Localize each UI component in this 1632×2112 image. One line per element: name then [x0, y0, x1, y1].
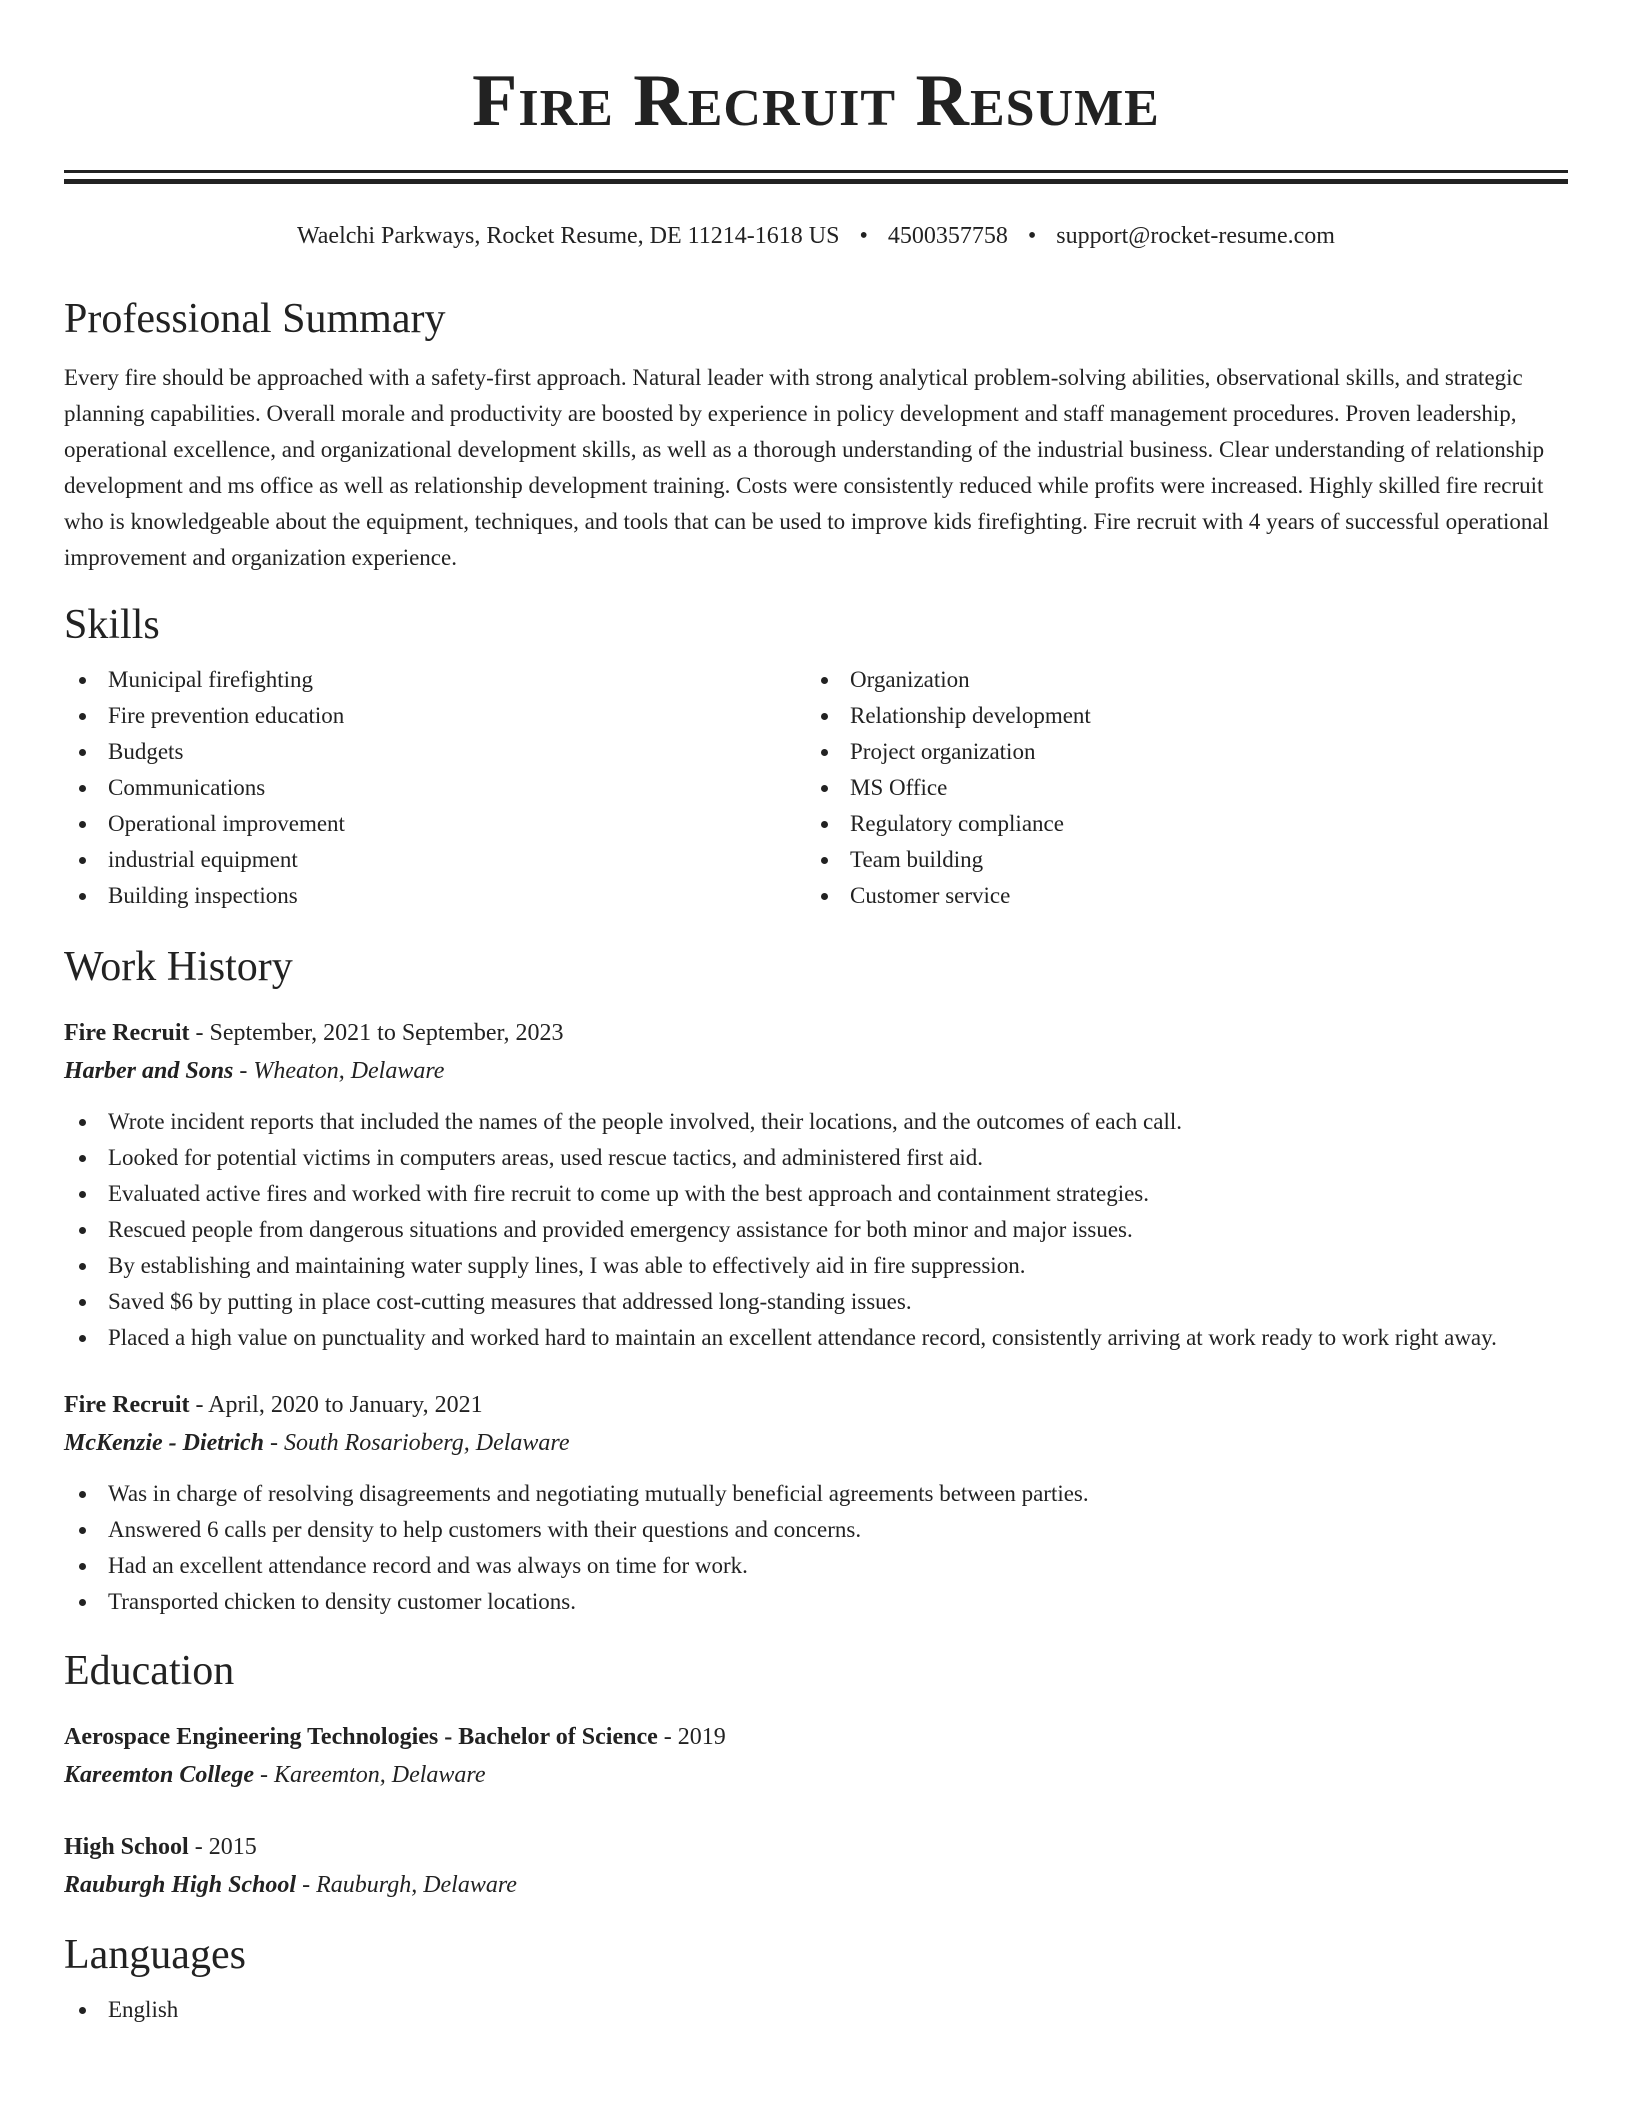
job-company-line — [64, 1424, 1568, 1462]
skill-item: Municipal firefighting — [64, 662, 806, 698]
job-entry — [64, 1386, 1568, 1620]
skill-item: Building inspections — [64, 878, 806, 914]
job-bullet: Was in charge of resolving disagreements and negotiating mutually beneficial agreements between parties. — [64, 1476, 1568, 1512]
job-title: Fire Recruit — [64, 1020, 190, 1046]
skill-item: Project organization — [806, 734, 1548, 770]
job-title-line — [64, 1014, 1568, 1052]
skill-item: Budgets — [64, 734, 806, 770]
languages-list — [64, 1992, 1568, 2028]
job-bullet: Wrote incident reports that included the names of the people involved, their locations, and the outcomes of each call. — [64, 1104, 1568, 1140]
summary-text: Every fire should be approached with a safety-first approach. Natural leader with strong analytical problem-solving abilities, observational skills, and strategic planning capabilities. Overall morale and productivity are boosted by experience in policy development and staff management procedures. Proven leadership, operational excellence, and organizational development skills, as well as a thorough understanding of the industrial business. Clear understanding of relationship development and ms office as well as relationship development training. Costs were consistently reduced while profits were increased. Highly skilled fire recruit who is knowledgeable about the equipment, techniques, and tools that can be used to improve kids firefighting. Fire recruit with 4 years of successful operational improvement and organization experience. — [64, 365, 1550, 570]
job-company: McKenzie - Dietrich — [64, 1430, 264, 1456]
title-divider-top — [64, 170, 1568, 173]
contact-phone: 4500357758 — [887, 223, 1008, 249]
skill-item: Regulatory compliance — [806, 806, 1548, 842]
work-history-heading: Work History — [64, 944, 293, 990]
summary-heading: Professional Summary — [64, 296, 446, 342]
education-heading: Education — [64, 1648, 235, 1694]
job-bullet: Saved $6 by putting in place cost-cutting measures that addressed long-standing issues. — [64, 1284, 1568, 1320]
skill-item: MS Office — [806, 770, 1548, 806]
title-divider-bottom — [64, 179, 1568, 184]
job-bullet: Evaluated active fires and worked with fire recruit to come up with the best approach and containment strategies. — [64, 1176, 1568, 1212]
skill-item: Organization — [806, 662, 1548, 698]
job-bullet: Placed a high value on punctuality and worked hard to maintain an excellent attendance record, consistently arriving at work ready to work right away. — [64, 1320, 1568, 1356]
skills-column-right — [806, 662, 1548, 914]
job-bullet: By establishing and maintaining water supply lines, I was able to effectively aid in fire suppression. — [64, 1248, 1568, 1284]
job-company: Harber and Sons — [64, 1058, 234, 1084]
contact-separator: • — [859, 223, 868, 249]
job-title: Fire Recruit — [64, 1392, 190, 1418]
education-degree-line — [64, 1828, 1568, 1866]
job-dates: - April, 2020 to January, 2021 — [189, 1392, 483, 1418]
resume-page — [64, 0, 1568, 2028]
skill-item: Team building — [806, 842, 1548, 878]
job-title-line — [64, 1386, 1568, 1424]
resume-title: Fire Recruit Resume — [472, 60, 1160, 142]
education-school-line — [64, 1756, 1568, 1794]
education-year: - 2019 — [657, 1724, 726, 1750]
languages-heading: Languages — [64, 1932, 246, 1978]
job-company-line — [64, 1052, 1568, 1090]
education-year: - 2015 — [188, 1834, 257, 1860]
job-bullet: Rescued people from dangerous situations and provided emergency assistance for both minor and major issues. — [64, 1212, 1568, 1248]
job-bullet: Had an excellent attendance record and was always on time for work. — [64, 1548, 1568, 1584]
skills-column-left — [64, 662, 806, 914]
job-bullets — [64, 1476, 1568, 1620]
skill-item: Communications — [64, 770, 806, 806]
skill-item: industrial equipment — [64, 842, 806, 878]
education-entry — [64, 1718, 1568, 1794]
education-entry — [64, 1828, 1568, 1904]
skill-item: Operational improvement — [64, 806, 806, 842]
education-school: Rauburgh High School — [64, 1872, 297, 1898]
job-bullets — [64, 1104, 1568, 1356]
education-degree-line — [64, 1718, 1568, 1756]
language-item: English — [64, 1992, 1568, 2028]
job-bullet: Transported chicken to density customer locations. — [64, 1584, 1568, 1620]
skill-item: Customer service — [806, 878, 1548, 914]
contact-email: support@rocket-resume.com — [1056, 223, 1335, 249]
job-entry — [64, 1014, 1568, 1356]
skill-item: Relationship development — [806, 698, 1548, 734]
education-location: - Kareemton, Delaware — [253, 1762, 486, 1788]
job-bullet: Looked for potential victims in computers areas, used rescue tactics, and administered first aid. — [64, 1140, 1568, 1176]
contact-separator: • — [1027, 223, 1037, 249]
education-degree: High School — [64, 1834, 189, 1860]
job-bullet: Answered 6 calls per density to help customers with their questions and concerns. — [64, 1512, 1568, 1548]
skills-grid — [64, 662, 1568, 914]
job-location: - Wheaton, Delaware — [233, 1058, 445, 1084]
contact-line — [64, 220, 1568, 252]
education-school: Kareemton College — [64, 1762, 254, 1788]
education-location: - Rauburgh, Delaware — [296, 1872, 517, 1898]
job-location: - South Rosarioberg, Delaware — [263, 1430, 570, 1456]
contact-address: Waelchi Parkways, Rocket Resume, DE 11214-1618 US — [297, 223, 840, 249]
job-dates: - September, 2021 to September, 2023 — [189, 1020, 564, 1046]
skills-heading: Skills — [64, 602, 160, 648]
education-degree: Aerospace Engineering Technologies - Bachelor of Science — [64, 1724, 658, 1750]
education-school-line — [64, 1866, 1568, 1904]
skill-item: Fire prevention education — [64, 698, 806, 734]
